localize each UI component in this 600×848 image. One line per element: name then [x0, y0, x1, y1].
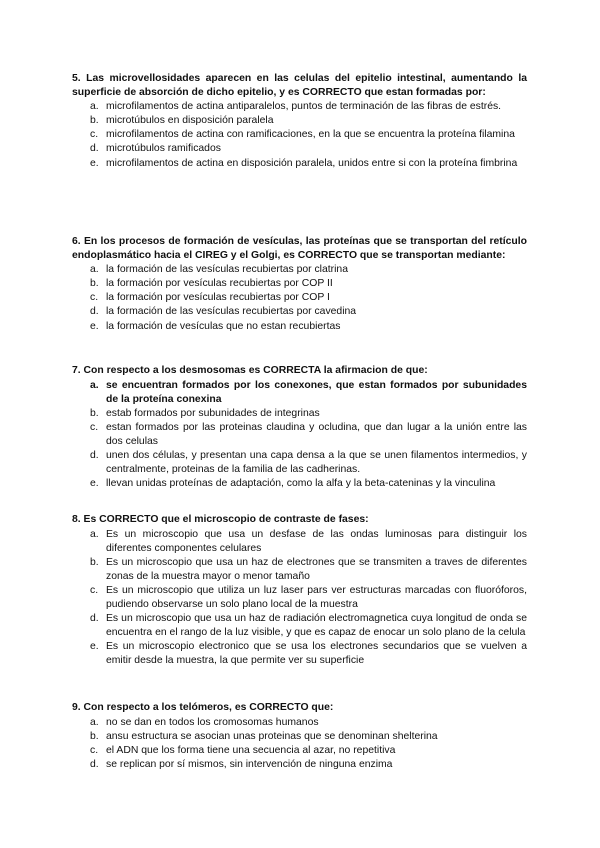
- option-letter: a.: [90, 528, 99, 540]
- option-d: [72, 612, 527, 640]
- option-letter: a.: [90, 101, 99, 113]
- option-text: el ADN que los forma tiene una secuencia al azar, no repetitiva: [106, 744, 396, 756]
- option-letter: b.: [90, 556, 99, 568]
- option-d: [72, 758, 527, 772]
- option-letter: b.: [90, 407, 99, 419]
- option-letter: e.: [90, 641, 99, 653]
- option-list: [72, 100, 527, 170]
- option-c: [72, 128, 527, 142]
- option-letter: d.: [90, 306, 99, 318]
- question-title: 5. Las microvellosidades aparecen en las celulas del epitelio intestinal, aumentando la superficie de absorción de dicho epitelio, y es CORRECTO que estan formadas por:: [72, 73, 527, 98]
- option-letter: c.: [90, 584, 99, 596]
- option-text: se replican por sí mismos, sin intervención de ninguna enzima: [106, 758, 393, 770]
- option-text: microfilamentos de actina antiparalelos, puntos de terminación de las fibras de estrés.: [106, 101, 502, 113]
- option-text: microfilamentos de actina en disposición paralela, unidos entre si con la proteína fimbrina: [106, 157, 518, 169]
- option-text: la formación de las vesículas recubiertas por clatrina: [106, 264, 348, 276]
- question-9: [72, 701, 527, 772]
- option-a: [72, 100, 527, 114]
- option-letter: b.: [90, 115, 99, 127]
- option-text: Es un microscopio que utiliza un luz laser pars ver estructuras marcadas con fluoróforos, pudiendo observarse un solo plano local de la muestra: [106, 584, 527, 611]
- option-text: se encuentran formados por los conexones, que estan formados por subunidades de la proteína conexina: [106, 379, 527, 405]
- question-5: [72, 72, 527, 171]
- option-text: llevan unidas proteínas de adaptación, como la alfa y la beta-cateninas y la vinculina: [106, 478, 496, 490]
- option-text: unen dos células, y presentan una capa densa a la que se unen filamentos intermedios, y centralmente, proteinas de la familia de las cadherinas.: [106, 450, 527, 476]
- option-a: [72, 263, 527, 277]
- option-letter: c.: [90, 744, 99, 756]
- option-c: [72, 744, 527, 758]
- option-b: [72, 114, 527, 128]
- option-text: la formación por vesículas recubiertas por COP I: [106, 292, 330, 304]
- option-letter: c.: [90, 292, 99, 304]
- option-letter: e.: [90, 320, 99, 332]
- option-text: estab formados por subunidades de integrinas: [106, 407, 320, 419]
- option-a: [72, 528, 527, 556]
- option-e: [72, 640, 527, 668]
- option-text: microtúbulos en disposición paralela: [106, 115, 274, 127]
- option-b: [72, 730, 527, 744]
- question-title: 9. Con respecto a los telómeros, es CORRECTO que:: [72, 702, 334, 713]
- option-b: [72, 407, 527, 421]
- question-title: 8. Es CORRECTO que el microscopio de contraste de fases:: [72, 514, 369, 525]
- question-8: [72, 513, 527, 669]
- option-list: [72, 379, 527, 492]
- option-text: microfilamentos de actina con ramificaciones, en la que se encuentra la proteína filamina: [106, 129, 515, 141]
- option-c: [72, 291, 527, 305]
- option-list: [72, 716, 527, 772]
- option-text: microtúbulos ramificados: [106, 143, 221, 155]
- option-e: [72, 320, 527, 334]
- option-a: [72, 379, 527, 407]
- option-text: Es un microscopio electronico que se usa los electrones secundarios que se vuelven a emitir desde la muestra, la que permite ver su superficie: [106, 641, 527, 667]
- option-text: estan formados por las proteinas claudina y ocludina, que dan lugar a la unión entre las dos celulas: [106, 421, 527, 447]
- question-title: 7. Con respecto a los desmosomas es CORRECTA la afirmacion de que:: [72, 365, 428, 376]
- option-text: Es un microscopio que usa un haz de radiación electromagnetica cuya longitud de onda se encuentra en el rango de la luz visible, y que es capaz de enocar un solo plano de la celula: [106, 613, 527, 639]
- option-text: la formación por vesículas recubiertas por COP II: [106, 278, 333, 290]
- option-text: la formación de las vesículas recubiertas por cavedina: [106, 306, 357, 318]
- option-letter: d.: [90, 450, 99, 462]
- question-6: [72, 235, 527, 334]
- option-a: [72, 716, 527, 730]
- question-title: 6. En los procesos de formación de vesículas, las proteínas que se transportan del retículo endoplasmático hacia el CIREG y el Golgi, es CORRECTO que se transportan mediante:: [72, 236, 527, 261]
- option-letter: c.: [90, 129, 99, 141]
- option-b: [72, 277, 527, 291]
- option-letter: a.: [90, 264, 99, 276]
- option-letter: d.: [90, 613, 99, 625]
- option-letter: d.: [90, 758, 99, 770]
- option-e: [72, 477, 527, 491]
- option-d: [72, 449, 527, 477]
- option-letter: e.: [90, 478, 99, 490]
- option-letter: b.: [90, 730, 99, 742]
- option-c: [72, 421, 527, 449]
- option-e: [72, 157, 527, 171]
- option-letter: e.: [90, 157, 99, 169]
- option-text: Es un microscopio que usa un desfase de las ondas luminosas para distinguir los diferentes componentes celulares: [106, 528, 527, 554]
- option-letter: c.: [90, 421, 99, 433]
- option-text: la formación de vesículas que no estan recubiertas: [106, 320, 341, 332]
- option-letter: a.: [90, 716, 99, 728]
- option-text: Es un microscopio que usa un haz de electrones que se transmiten a traves de diferentes zonas de la muestra mayor o menor tamaño: [106, 556, 527, 582]
- option-letter: d.: [90, 143, 99, 155]
- option-b: [72, 556, 527, 584]
- option-d: [72, 142, 527, 156]
- option-letter: b.: [90, 278, 99, 290]
- option-d: [72, 305, 527, 319]
- question-7: [72, 364, 527, 491]
- option-letter: a.: [90, 379, 99, 391]
- option-text: no se dan en todos los cromosomas humanos: [106, 716, 319, 728]
- option-list: [72, 263, 527, 333]
- option-c: [72, 584, 527, 612]
- option-list: [72, 528, 527, 669]
- option-text: ansu estructura se asocian unas proteinas que se denominan shelterina: [106, 730, 438, 742]
